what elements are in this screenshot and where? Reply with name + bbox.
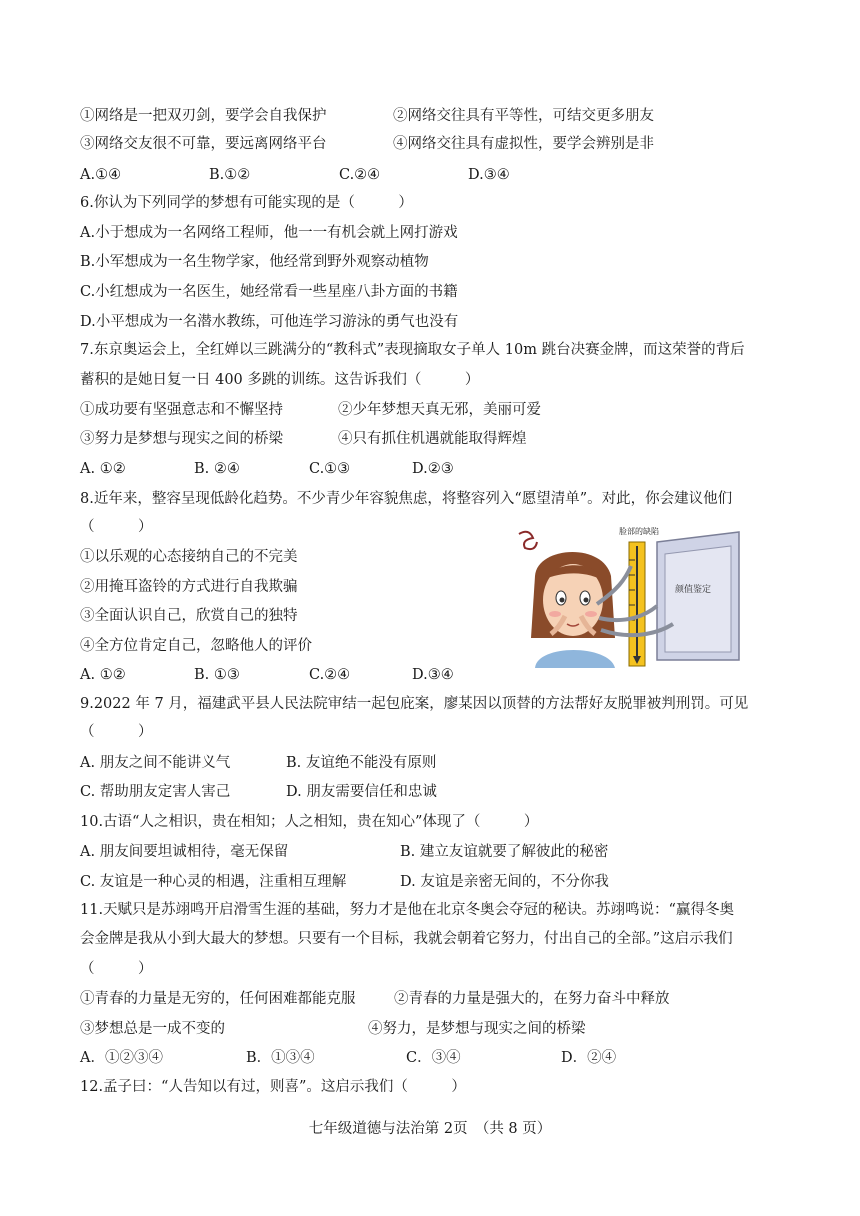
board-label: 颜值鉴定 xyxy=(675,585,712,595)
q8-choice-b: B. ①③ xyxy=(194,667,240,683)
appraisal-board xyxy=(657,532,739,660)
q11-choice-b: B．①③④ xyxy=(246,1050,315,1066)
q10-choice-b: B. 建立友谊就要了解彼此的秘密 xyxy=(400,844,609,860)
q9-stem-line-2: （ ） xyxy=(80,724,153,740)
q7-choice-c: C.①③ xyxy=(309,461,351,477)
q8-option-3: ③全面认识自己，欣赏自己的独特 xyxy=(80,608,298,624)
q9-choice-c: C. 帮助朋友定害人害己 xyxy=(80,784,231,800)
q6-stem: 6.你认为下列同学的梦想有可能实现的是（ ） xyxy=(80,195,413,211)
page-footer: 七年级道德与法治第 2页 （共 8 页） xyxy=(308,1121,552,1137)
q6-choice-a: A.小于想成为一名网络工程师，他一一有机会就上网打游戏 xyxy=(80,225,458,241)
q6-choice-c: C.小红想成为一名医生，她经常看一些星座八卦方面的书籍 xyxy=(80,284,458,300)
q5-option-4: ④网络交往具有虚拟性，要学会辨别是非 xyxy=(393,136,654,152)
q7-option-3: ③努力是梦想与现实之间的桥梁 xyxy=(80,431,283,447)
q5-choice-c: C.②④ xyxy=(339,167,381,183)
q9-choice-a: A. 朋友之间不能讲义气 xyxy=(80,755,231,771)
q11-option-3: ③梦想总是一成不变的 xyxy=(80,1021,225,1037)
q11-option-2: ②青春的力量是强大的，在努力奋斗中释放 xyxy=(394,991,670,1007)
q9-choice-b: B. 友谊绝不能没有原则 xyxy=(286,755,437,771)
q6-choice-b: B.小军想成为一名生物学家，他经常到野外观察动植物 xyxy=(80,254,429,270)
q9-stem-line-1: 9.2022 年 7 月，福建武平县人民法院审结一起包庇案，廖某因以顶替的方法帮好友脱罪被判刑罚。可见 xyxy=(80,696,749,712)
q7-stem-line-1: 7.东京奥运会上，全红婵以三跳满分的“教科式”表现摘取女子单人 10m 跳台决赛金牌，而这荣誉的背后 xyxy=(80,342,745,358)
q8-option-4: ④全方位肯定自己，忽略他人的评价 xyxy=(80,638,312,654)
q11-option-1: ①青春的力量是无穷的，任何困难都能克服 xyxy=(80,991,356,1007)
q5-option-2: ②网络交往具有平等性，可结交更多朋友 xyxy=(393,108,654,124)
q5-choice-b: B.①② xyxy=(209,167,251,183)
q11-stem-line-3: （ ） xyxy=(80,961,153,977)
q8-cartoon-illustration xyxy=(507,520,743,668)
q11-choice-c: C．③④ xyxy=(406,1050,461,1066)
q11-option-4: ④努力，是梦想与现实之间的桥梁 xyxy=(368,1021,586,1037)
q7-option-1: ①成功要有坚强意志和不懈坚持 xyxy=(80,402,283,418)
q5-choice-a: A.①④ xyxy=(80,167,122,183)
q7-option-4: ④只有抓住机遇就能取得辉煌 xyxy=(338,431,527,447)
q11-choice-a: A．①②③④ xyxy=(80,1050,163,1066)
q7-choice-d: D.②③ xyxy=(412,461,454,477)
q10-stem: 10.古语“人之相识，贵在相知；人之相知，贵在知心”体现了（ ） xyxy=(80,814,539,830)
q11-stem-line-2: 会金牌是我从小到大最大的梦想。只要有一个目标，我就会朝着它努力，付出自己的全部。”这启示我们 xyxy=(80,931,733,947)
q11-stem-line-1: 11.天赋只是苏翊鸣开启滑雪生涯的基础，努力才是他在北京冬奥会夺冠的秘诀。苏翊鸣说：“赢得冬奥 xyxy=(80,902,734,918)
q8-choice-d: D.③④ xyxy=(412,667,454,683)
q8-option-2: ②用掩耳盗铃的方式进行自我欺骗 xyxy=(80,579,298,595)
q7-stem-line-2: 蓄积的是她日复一日 400 多跳的训练。这告诉我们（ ） xyxy=(80,372,480,388)
q5-choice-d: D.③④ xyxy=(468,167,510,183)
ruler xyxy=(629,542,645,666)
q12-stem: 12.孟子曰：“人告知以有过，则喜”。这启示我们（ ） xyxy=(80,1079,466,1095)
q8-choice-a: A. ①② xyxy=(80,667,126,683)
ruler-label: 脸部的缺陷 xyxy=(619,527,659,536)
q10-choice-d: D. 友谊是亲密无间的，不分你我 xyxy=(400,874,609,890)
q7-choice-a: A. ①② xyxy=(80,461,126,477)
q10-choice-a: A. 朋友间要坦诚相待，毫无保留 xyxy=(80,844,289,860)
q9-choice-d: D. 朋友需要信任和忠诚 xyxy=(286,784,437,800)
q8-stem-line-2: （ ） xyxy=(80,519,153,535)
q8-choice-c: C.②④ xyxy=(309,667,351,683)
q11-choice-d: D．②④ xyxy=(561,1050,617,1066)
q7-option-2: ②少年梦想天真无邪，美丽可爱 xyxy=(338,402,541,418)
q5-option-3: ③网络交友很不可靠，要远离网络平台 xyxy=(80,136,327,152)
q6-choice-d: D.小平想成为一名潜水教练，可他连学习游泳的勇气也没有 xyxy=(80,314,459,330)
q7-choice-b: B. ②④ xyxy=(194,461,240,477)
q8-option-1: ①以乐观的心态接纳自己的不完美 xyxy=(80,549,298,565)
q10-choice-c: C. 友谊是一种心灵的相遇，注重相互理解 xyxy=(80,874,347,890)
q5-option-1: ①网络是一把双刃剑，要学会自我保护 xyxy=(80,108,327,124)
q8-stem-line-1: 8.近年来，整容呈现低龄化趋势。不少青少年容貌焦虑，将整容列入“愿望清单”。对此，你会建议他们 xyxy=(80,491,733,507)
